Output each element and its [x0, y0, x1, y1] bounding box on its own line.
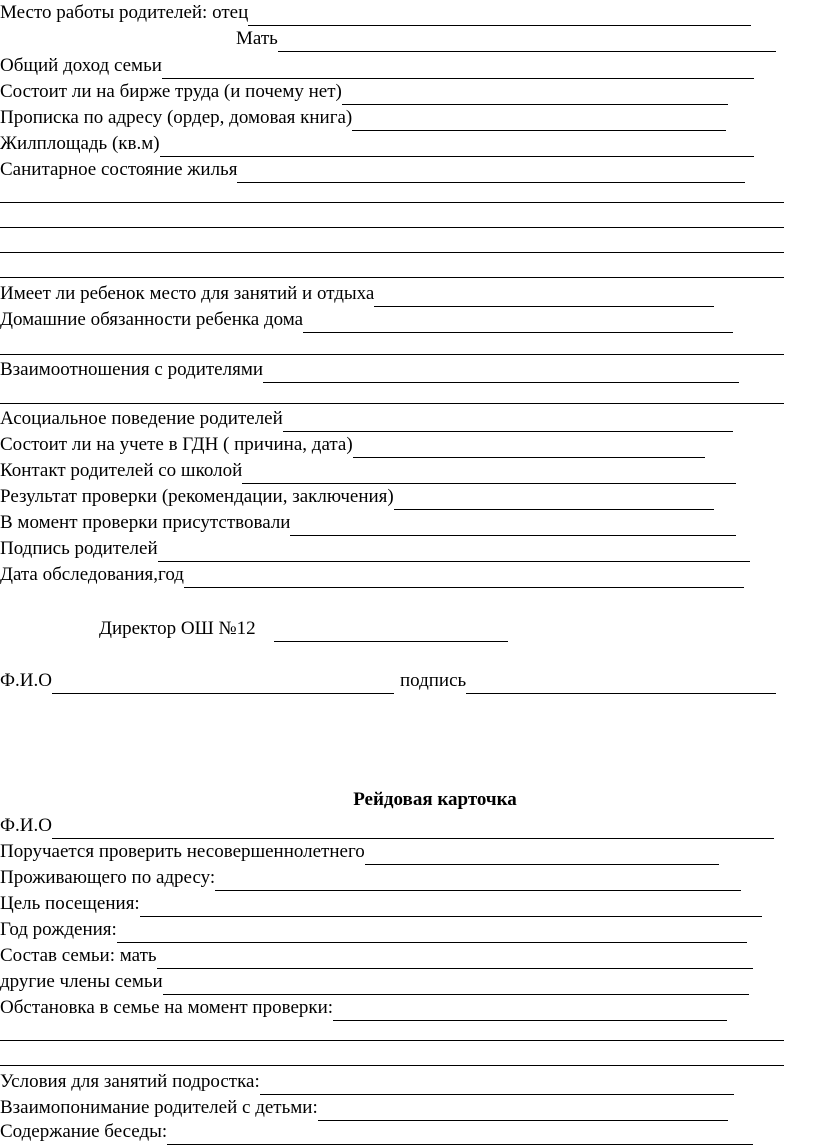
field-home-duties [0, 307, 733, 333]
field-blank [283, 411, 733, 432]
field-understanding [0, 1095, 728, 1121]
field-blank [162, 58, 754, 79]
field-registration [0, 105, 726, 131]
field-blank [290, 515, 736, 536]
field-blank [158, 541, 750, 562]
field-residing [0, 865, 741, 891]
field-mother [236, 26, 776, 52]
field-sanitary [0, 157, 745, 183]
field-blank [260, 1074, 734, 1095]
field-child-place [0, 281, 714, 307]
blank-line [0, 1065, 784, 1066]
blank-line [0, 354, 784, 355]
field-asocial [0, 406, 733, 432]
fio-blank [52, 673, 394, 694]
field-blank [140, 896, 762, 917]
field-parents-work [0, 0, 751, 26]
field-blank [160, 136, 754, 157]
field-label: Мать [236, 28, 278, 49]
field-label: Взаимопонимание родителей с детьми: [0, 1097, 318, 1118]
fio-label: Ф.И.О [0, 670, 52, 691]
field-label: Состав семьи: мать [0, 945, 157, 966]
field-blank [333, 1000, 727, 1021]
field-label: другие члены семьи [0, 971, 163, 992]
field-living-space [0, 131, 754, 157]
field-label: Состоит ли на учете в ГДН ( причина, дата) [0, 434, 353, 455]
field-label: Состоит ли на бирже труда (и почему нет) [0, 81, 342, 102]
field-blank [117, 922, 747, 943]
blank-line [0, 202, 784, 203]
field-label: Имеет ли ребенок место для занятий и отдыха [0, 283, 375, 304]
field-label: Результат проверки (рекомендации, заключения) [0, 486, 394, 507]
field-check-result [0, 484, 714, 510]
field-label: Общий доход семьи [0, 55, 162, 76]
field-blank [215, 870, 741, 891]
field-blank [167, 1124, 753, 1145]
field-blank [352, 110, 726, 131]
field-conversation [0, 1119, 753, 1145]
field-family-income [0, 53, 754, 79]
blank-line [0, 1040, 784, 1041]
field-label: Санитарное состояние жилья [0, 159, 238, 180]
field-birth-year [0, 917, 747, 943]
field-fio [0, 813, 774, 839]
field-blank [374, 286, 714, 307]
field-blank [248, 5, 751, 26]
field-label: Ф.И.О [0, 815, 52, 836]
field-family-mother [0, 943, 753, 969]
field-blank [184, 567, 744, 588]
blank-line [0, 403, 784, 404]
raid-card-title: Рейдовая карточка [353, 789, 517, 810]
field-label: Дата обследования,год [0, 564, 184, 585]
field-label: Цель посещения: [0, 893, 140, 914]
field-blank [52, 818, 774, 839]
field-blank [242, 463, 736, 484]
field-label: Контакт родителей со школой [0, 460, 243, 481]
fio-signature-row [0, 668, 776, 694]
field-blank [303, 312, 733, 333]
field-blank [163, 974, 749, 995]
field-label: Место работы родителей: отец [0, 2, 249, 23]
field-label: Содержание беседы: [0, 1121, 168, 1142]
field-blank [365, 844, 719, 865]
field-survey-date [0, 562, 744, 588]
field-conditions [0, 1069, 734, 1095]
field-relations [0, 357, 739, 383]
field-label: Обстановка в семье на момент проверки: [0, 997, 334, 1018]
field-blank [263, 362, 739, 383]
field-label: Асоциальное поведение родителей [0, 408, 283, 429]
signature-blank [466, 673, 776, 694]
field-label: Условия для занятий подростка: [0, 1071, 260, 1092]
field-blank [353, 437, 705, 458]
blank-line [0, 277, 784, 278]
director-label: Директор ОШ №12 [99, 618, 256, 639]
field-labor-exchange [0, 79, 728, 105]
field-label: Жилплощадь (кв.м) [0, 133, 160, 154]
field-parents-signature [0, 536, 750, 562]
field-label: Проживающего по адресу: [0, 867, 216, 888]
field-other-members [0, 969, 749, 995]
field-label: Поручается проверить несовершеннолетнего [0, 841, 365, 862]
blank-line [0, 227, 784, 228]
field-assigned [0, 839, 719, 865]
signature-label: подпись [399, 670, 467, 691]
blank-line [0, 252, 784, 253]
field-label: Домашние обязанности ребенка дома [0, 309, 304, 330]
field-blank [318, 1100, 728, 1121]
field-label: Прописка по адресу (ордер, домовая книга) [0, 107, 353, 128]
field-blank [237, 162, 745, 183]
field-blank [394, 489, 714, 510]
field-blank [157, 948, 753, 969]
director-signature-row [99, 616, 508, 642]
field-school-contact [0, 458, 736, 484]
field-present [0, 510, 736, 536]
field-gdn [0, 432, 705, 458]
field-blank [342, 84, 728, 105]
field-label: В момент проверки присутствовали [0, 512, 291, 533]
field-label: Взаимоотношения с родителями [0, 359, 264, 380]
field-situation [0, 995, 727, 1021]
field-label: Подпись родителей [0, 538, 158, 559]
field-purpose [0, 891, 762, 917]
field-blank [278, 31, 776, 52]
field-label: Год рождения: [0, 919, 117, 940]
director-signature-blank [274, 621, 508, 642]
